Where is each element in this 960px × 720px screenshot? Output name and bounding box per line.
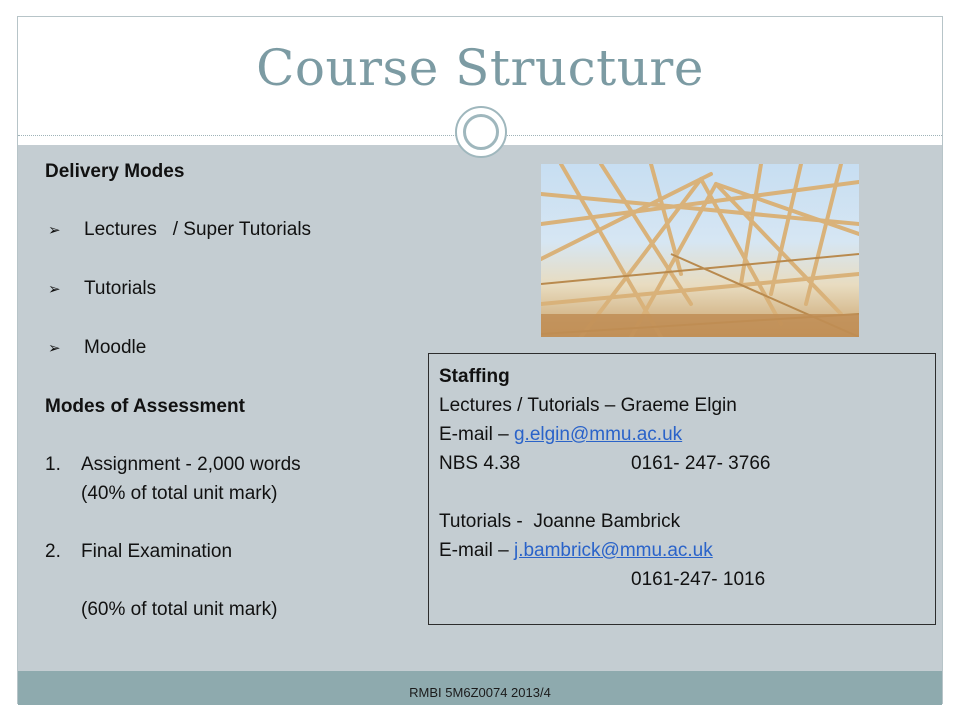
assessment-weight: (40% of total unit mark) [81,483,278,504]
email-link[interactable]: j.bambrick@mmu.ac.uk [513,540,713,561]
item-number: 2. [45,541,61,562]
circle-ornament-icon [455,106,507,158]
staff-line: Lectures / Tutorials – Graeme Elgin [439,395,737,416]
delivery-item: Tutorials [84,278,157,299]
staff-line: Tutorials - Joanne Bambrick [439,511,681,532]
footer-text: RMBI 5M6Z0074 2013/4 [409,685,551,700]
delivery-heading: Delivery Modes [45,161,185,182]
assessment-weight: (60% of total unit mark) [81,599,278,620]
email-label: E-mail – [439,424,514,445]
arrow-bullet-icon: ➢ [48,222,61,239]
delivery-item: Moodle [84,337,147,358]
staffing-heading: Staffing [439,366,510,387]
list-item [45,274,425,304]
item-number: 1. [45,454,61,475]
arrow-bullet-icon: ➢ [48,281,61,298]
delivery-item: Lectures / Super Tutorials [84,219,312,240]
delivery-and-assessment [45,157,425,624]
room-number: NBS 4.38 [439,453,521,474]
assessment-item: Assignment - 2,000 words [81,454,301,475]
email-link[interactable]: g.elgin@mmu.ac.uk [513,424,683,445]
footer-bar [18,671,942,705]
slide [17,16,943,704]
list-item [45,215,425,245]
list-item [45,450,425,479]
list-item [45,333,425,363]
list-item [45,537,425,566]
assessment-heading: Modes of Assessment [45,396,245,417]
arrow-bullet-icon: ➢ [48,340,61,357]
roof-frame-photo [541,164,859,337]
email-label: E-mail – [439,540,514,561]
phone-number: 0161- 247- 3766 [631,453,771,474]
slide-title: Course Structure [256,39,704,97]
phone-number: 0161-247- 1016 [631,569,766,590]
staff-email-row [439,536,935,565]
staff-email-row [439,420,935,449]
assessment-item: Final Examination [81,541,233,562]
staffing-box [428,353,936,625]
staff-contact-row [439,449,935,478]
